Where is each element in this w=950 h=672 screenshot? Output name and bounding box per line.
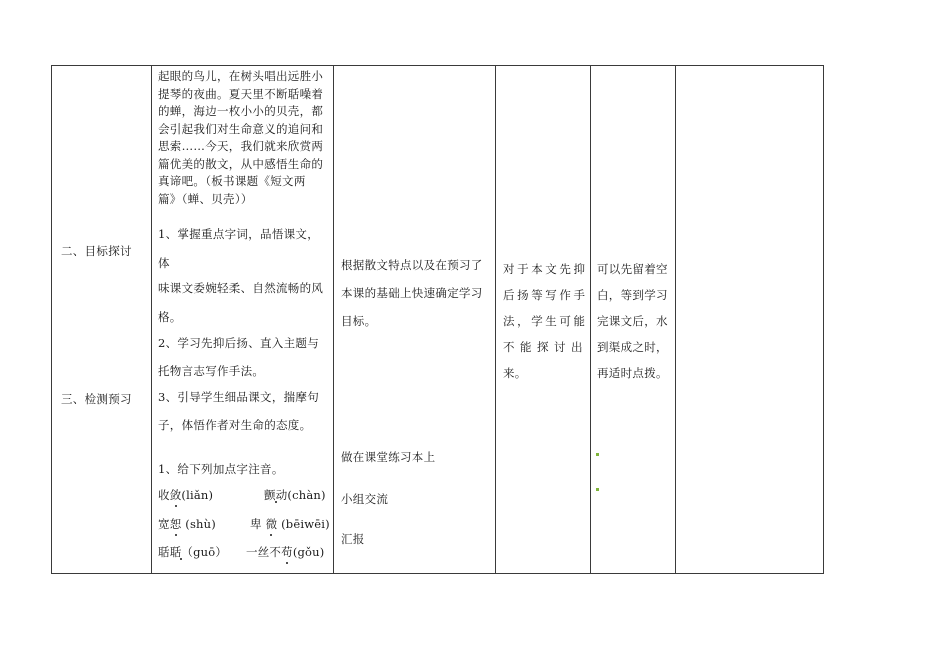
student-line: 目标。 bbox=[341, 314, 377, 328]
teacher-line: 不能探讨出 bbox=[503, 340, 588, 354]
pinyin-answer: （guō） bbox=[181, 545, 228, 559]
teacher-intent-text bbox=[503, 256, 588, 386]
intro-line: 会引起我们对生命意义的追问和 bbox=[158, 121, 324, 136]
pinyin-item bbox=[158, 516, 216, 532]
word: 卑 bbox=[250, 517, 262, 531]
preview-instruction: 1、给下列加点字注音。 bbox=[158, 462, 284, 476]
pinyin-item bbox=[158, 487, 213, 503]
section-column bbox=[52, 66, 151, 573]
notes-text bbox=[597, 256, 668, 386]
student-line: 本课的基础上快速确定学习 bbox=[341, 286, 483, 300]
pinyin-answer: (bēiwēi) bbox=[281, 517, 330, 531]
word: 颤 bbox=[264, 488, 276, 502]
teacher-intent-column bbox=[496, 66, 590, 573]
student-preview-line: 汇报 bbox=[341, 532, 365, 546]
teacher-line: 法，学生可能 bbox=[503, 314, 588, 328]
marker-dot bbox=[596, 453, 599, 456]
dotted-character: 苟 bbox=[281, 545, 293, 559]
pinyin-item bbox=[158, 544, 227, 560]
student-line: 根据散文特点以及在预习了 bbox=[341, 258, 483, 272]
intro-line: 提琴的夜曲。夏天里不断聒噪着 bbox=[158, 86, 324, 101]
note-line: 再适时点拨。 bbox=[597, 366, 668, 380]
intro-line: 篇优美的散文，从中感悟生命的 bbox=[158, 156, 324, 171]
intro-paragraph bbox=[158, 68, 323, 208]
intro-line: 思索……今天，我们就来欣赏两 bbox=[158, 139, 324, 153]
note-line: 白，等到学习 bbox=[597, 288, 668, 302]
student-activity-column bbox=[334, 66, 495, 573]
pinyin-item bbox=[250, 516, 330, 532]
student-preview-line: 小组交流 bbox=[341, 492, 389, 506]
dotted-character: 微 bbox=[265, 517, 278, 531]
dotted-character: 恕 bbox=[169, 517, 182, 531]
empty-column bbox=[676, 66, 825, 573]
lesson-plan-table bbox=[51, 65, 824, 574]
pinyin-answer: (liǎn) bbox=[181, 488, 214, 502]
pinyin-item bbox=[264, 487, 326, 503]
dotted-character: 敛 bbox=[169, 488, 182, 502]
goal-line: 子，体悟作者对生命的态度。 bbox=[158, 418, 312, 432]
pinyin-item bbox=[246, 544, 324, 560]
pinyin-answer: (chàn) bbox=[287, 488, 326, 502]
goal-line: 味课文委婉轻柔、自然流畅的风 bbox=[158, 281, 324, 295]
intro-line: 篇》（蝉、贝壳）） bbox=[158, 191, 253, 206]
note-line: 到渠成之时， bbox=[597, 340, 668, 354]
content-column bbox=[152, 66, 333, 573]
goal-line: 体 bbox=[158, 256, 170, 270]
goal-line: 托物言志写作手法。 bbox=[158, 364, 265, 378]
goal-line: 格。 bbox=[158, 310, 182, 324]
intro-line: 起眼的鸟儿，在树头唱出远胜小 bbox=[158, 69, 324, 83]
goal-line: 3、引导学生细品课文，揣摩句 bbox=[158, 390, 320, 404]
intro-line: 真谛吧。（板书课题《短文两 bbox=[158, 174, 306, 188]
word: 动 bbox=[275, 488, 288, 502]
student-preview-line: 做在课堂练习本上 bbox=[341, 450, 436, 464]
note-line: 完课文后，水 bbox=[597, 314, 668, 328]
teacher-line: 来。 bbox=[503, 366, 527, 380]
pinyin-answer: (gǒu) bbox=[292, 545, 325, 559]
section-label-preview: 三、检测预习 bbox=[61, 392, 132, 406]
word: 收 bbox=[158, 488, 170, 502]
section-label-goals: 二、目标探讨 bbox=[61, 244, 132, 258]
teacher-line: 对于本文先抑 bbox=[503, 262, 588, 276]
student-goals-text bbox=[341, 251, 483, 335]
word: 一丝不 bbox=[246, 545, 282, 559]
intro-line: 的蝉，海边一枚小小的贝壳，都 bbox=[158, 104, 324, 118]
goal-line: 2、学习先抑后扬、直入主题与 bbox=[158, 336, 320, 350]
teacher-line: 后扬等写作手 bbox=[503, 288, 588, 302]
word: 聒聒 bbox=[158, 545, 182, 559]
goal-line: 1、掌握重点字词，品悟课文， bbox=[158, 227, 320, 241]
notes-column bbox=[591, 66, 675, 573]
marker-dot bbox=[596, 488, 599, 491]
word: 宽 bbox=[158, 517, 170, 531]
pinyin-answer: (shù) bbox=[185, 517, 216, 531]
note-line: 可以先留着空 bbox=[597, 262, 668, 276]
